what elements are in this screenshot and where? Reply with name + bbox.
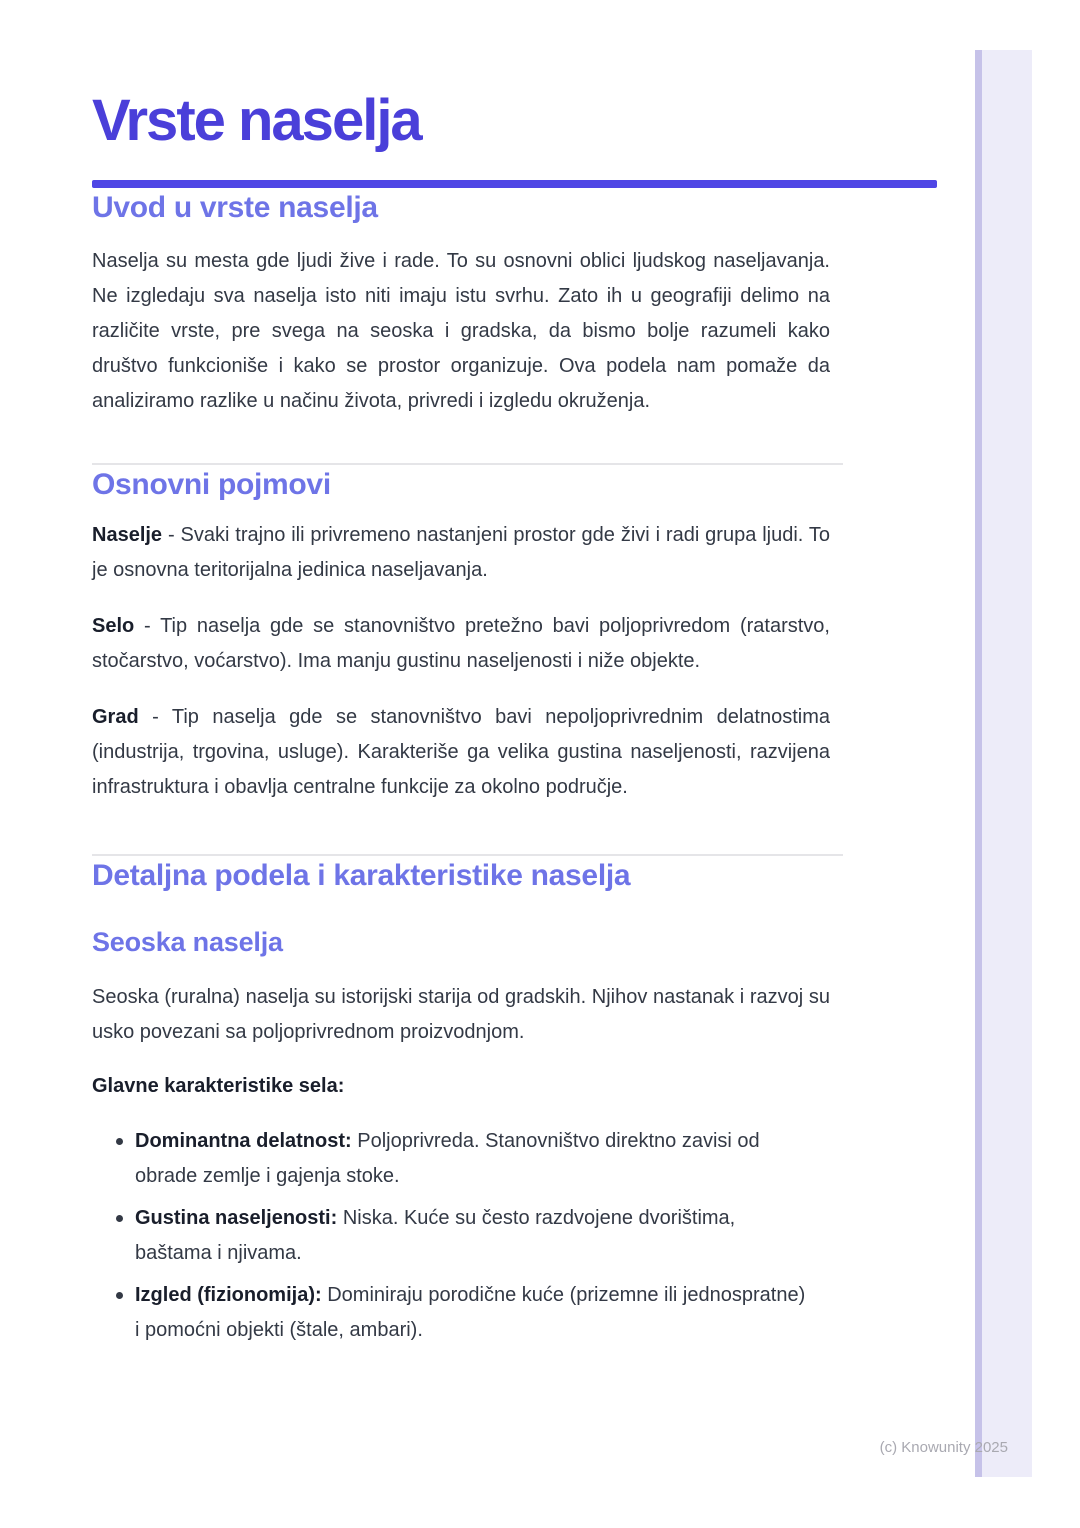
bullet-text: Niska. Kuće su često razdvojene dvorištima, baštama i njivama.	[135, 1207, 736, 1264]
page-title: Vrste naselja	[92, 88, 421, 153]
definition-selo	[92, 609, 830, 679]
document-content	[92, 0, 945, 1348]
bullet-label: Izgled (fizionomija):	[135, 1284, 322, 1306]
copyright-footer: (c) Knowunity 2025	[879, 1439, 1008, 1456]
term-definition-naselje: - Svaki trajno ili privremeno nastanjeni prostor gde živi i radi grupa ljudi. To je osnovna teritorijalna jedinica naseljavanja.	[92, 524, 830, 581]
list-item	[92, 1278, 812, 1348]
list-item	[92, 1124, 812, 1194]
paragraph-uvod: Naselja su mesta gde ljudi žive i rade. To su osnovni oblici ljudskog naseljavanja. Ne izgledaju sva naselja isto niti imaju istu svrhu. Zato ih u geografiji delimo na različite vrste, pre svega na seoska i gradska, da bismo bolje razumeli kako društvo funkcioniše i kako se prostor organizuje. Ova podela nam pomaže da analiziramo razlike u načinu života, privredi i izgledu okruženja.	[92, 250, 830, 412]
bullet-label: Gustina naseljenosti:	[135, 1207, 338, 1229]
term-label-grad: Grad	[92, 706, 139, 728]
bullet-text: Dominiraju porodične kuće (prizemne ili jednospratne) i pomoćni objekti (štale, ambari).	[135, 1284, 806, 1341]
definition-grad	[92, 700, 830, 805]
section-heading-pojmovi: Osnovni pojmovi	[92, 468, 331, 501]
definition-naselje	[92, 518, 830, 588]
term-definition-grad: - Tip naselja gde se stanovništvo bavi nepoljoprivrednim delatnostima (industrija, trgovina, usluge). Karakteriše ga velika gustina naseljenosti, razvijena infrastruktura i obavlja centralne funkcije za okolno područje.	[92, 706, 830, 798]
section-heading-uvod: Uvod u vrste naselja	[92, 191, 378, 224]
term-label-naselje: Naselje	[92, 524, 163, 546]
term-label-selo: Selo	[92, 615, 135, 637]
page-edge-decoration	[975, 50, 1032, 1477]
characteristics-list	[92, 1124, 812, 1348]
title-underline	[92, 180, 937, 188]
list-title: Glavne karakteristike sela:	[92, 1075, 345, 1097]
subsection-heading-seoska: Seoska naselja	[92, 927, 283, 957]
list-item	[92, 1201, 812, 1271]
term-definition-selo: - Tip naselja gde se stanovništvo pretežno bavi poljoprivredom (ratarstvo, stočarstvo, voćarstvo). Ima manju gustinu naseljenosti i niže objekte.	[92, 615, 830, 672]
paragraph-seoska: Seoska (ruralna) naselja su istorijski starija od gradskih. Njihov nastanak i razvoj su usko povezani sa poljoprivrednom proizvodnjom.	[92, 986, 830, 1043]
bullet-text: Poljoprivreda. Stanovništvo direktno zavisi od obrade zemlje i gajenja stoke.	[135, 1130, 760, 1187]
section-heading-detaljna: Detaljna podela i karakteristike naselja	[92, 859, 631, 892]
bullet-label: Dominantna delatnost:	[135, 1130, 352, 1152]
